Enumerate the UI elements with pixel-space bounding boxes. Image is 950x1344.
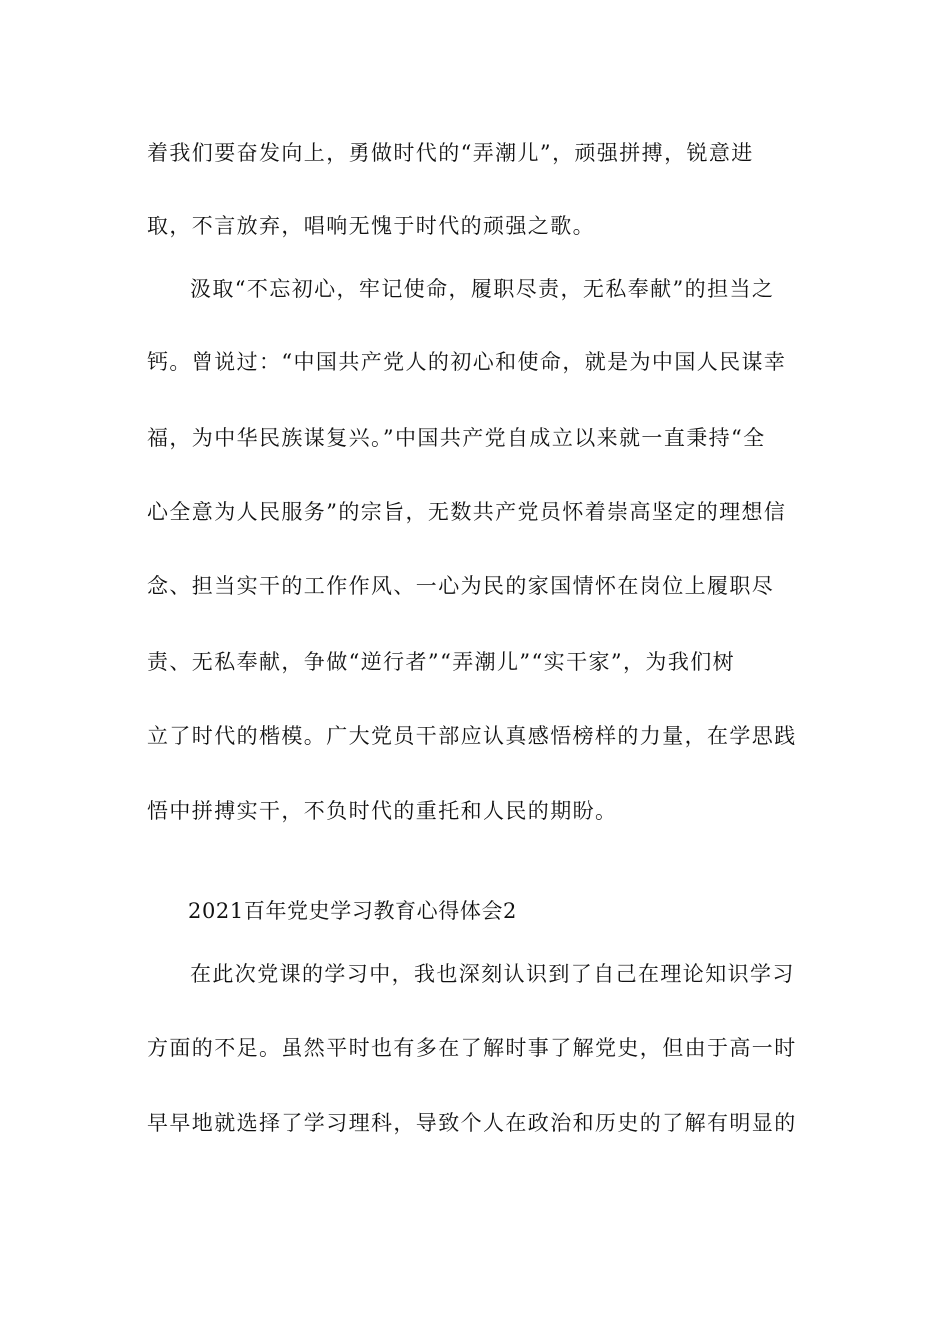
paragraph-line: 着我们要奋发向上，勇做时代的“弄潮儿”，顽强拼搏，锐意进	[147, 141, 754, 165]
paragraph-line: 汲取“不忘初心，牢记使命，履职尽责，无私奉献”的担当之	[190, 277, 775, 301]
paragraph-line: 心全意为人民服务”的宗旨，无数共产党员怀着崇高坚定的理想信	[147, 500, 787, 524]
paragraph-line: 责、无私奉献，争做“逆行者”“弄潮儿”“实干家”，为我们树	[147, 650, 736, 674]
paragraph-line: 念、担当实干的工作作风、一心为民的家国情怀在岗位上履职尽	[147, 574, 775, 598]
paragraph-line: 钙。曾说过：“中国共产党人的初心和使命，就是为中国人民谋幸	[147, 350, 787, 374]
paragraph-line: 取，不言放弃，唱响无愧于时代的顽强之歌。	[147, 214, 595, 238]
section-heading: 2021百年党史学习教育心得体会2	[188, 899, 518, 923]
paragraph-line: 在此次党课的学习中，我也深刻认识到了自己在理论知识学习	[190, 962, 795, 986]
paragraph-line: 悟中拼搏实干，不负时代的重托和人民的期盼。	[147, 799, 618, 823]
paragraph-line: 早早地就选择了学习理科，导致个人在政治和历史的了解有明显的	[147, 1111, 797, 1135]
paragraph-line: 福，为中华民族谋复兴。”中国共产党自成立以来就一直秉持“全	[147, 426, 766, 450]
paragraph-line: 立了时代的楷模。广大党员干部应认真感悟榜样的力量，在学思践	[147, 724, 797, 748]
paragraph-line: 方面的不足。虽然平时也有多在了解时事了解党史，但由于高一时	[147, 1036, 797, 1060]
